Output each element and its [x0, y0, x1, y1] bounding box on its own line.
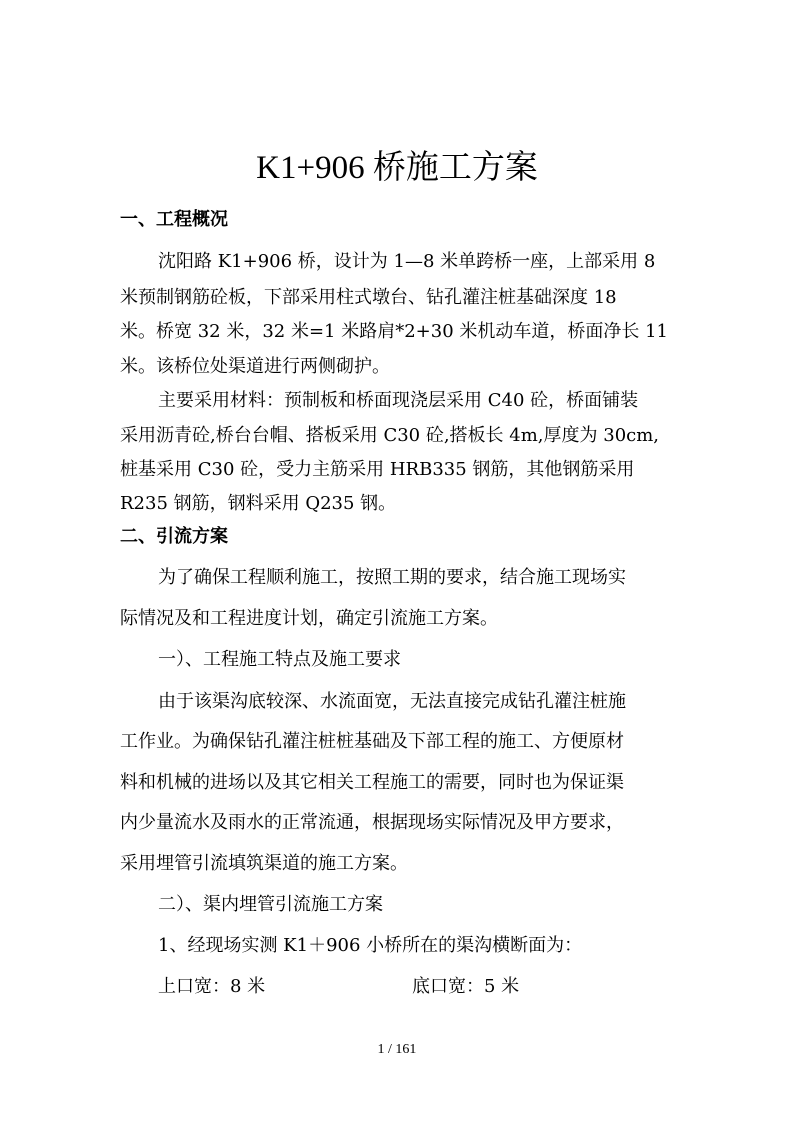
- paragraph-line: 沈阳路 K1+906 桥，设计为 1—8 米单跨桥一座，上部采用 8: [158, 251, 656, 272]
- bottom-width-value: 底口宽：5 米: [412, 976, 520, 997]
- paragraph-line: 为了确保工程顺利施工，按照工期的要求，结合施工现场实: [158, 567, 626, 588]
- paragraph-line: 工作业。为确保钻孔灌注桩桩基础及下部工程的施工、方便原材: [120, 731, 624, 752]
- paragraph-line: 采用埋管引流填筑渠道的施工方案。: [120, 853, 408, 874]
- page-number: 1 / 161: [377, 1042, 417, 1057]
- paragraph-line: 内少量流水及雨水的正常流通，根据现场实际情况及甲方要求，: [120, 812, 624, 833]
- subsection-heading-characteristics: 一）、工程施工特点及施工要求: [158, 649, 401, 670]
- section-heading-diversion: 二、引流方案: [120, 526, 228, 547]
- paragraph-line: 际情况及和工程进度计划，确定引流施工方案。: [120, 608, 498, 629]
- paragraph-line: 料和机械的进场以及其它相关工程施工的需要，同时也为保证渠: [120, 772, 624, 793]
- paragraph-line: 米预制钢筋砼板，下部采用柱式墩台、钻孔灌注桩基础深度 18: [120, 287, 617, 308]
- paragraph-line: 米。桥宽 32 米，32 米=1 米路肩*2+30 米机动车道，桥面净长 11: [120, 321, 669, 342]
- top-width-value: 上口宽：8 米: [158, 976, 266, 997]
- section-heading-overview: 一、工程概况: [120, 209, 228, 230]
- paragraph-line: 米。该桥位处渠道进行两侧砌护。: [120, 356, 390, 377]
- subsection-heading-pipe-diversion: 二）、渠内埋管引流施工方案: [158, 894, 383, 915]
- paragraph-line: 桩基采用 C30 砼，受力主筋采用 HRB335 钢筋，其他钢筋采用: [120, 459, 635, 480]
- paragraph-line: 由于该渠沟底较深、水流面宽，无法直接完成钻孔灌注桩施: [158, 691, 626, 712]
- paragraph-line: 采用沥青砼,桥台台帽、搭板采用 C30 砼,搭板长 4m,厚度为 30cm,: [120, 425, 660, 446]
- paragraph-line: R235 钢筋，钢料采用 Q235 钢。: [120, 493, 397, 514]
- list-item: 1、经现场实测 K1＋906 小桥所在的渠沟横断面为：: [158, 935, 583, 956]
- document-title: K1+906 桥施工方案: [256, 150, 538, 186]
- paragraph-line: 主要采用材料：预制板和桥面现浇层采用 C40 砼，桥面铺装: [158, 390, 639, 411]
